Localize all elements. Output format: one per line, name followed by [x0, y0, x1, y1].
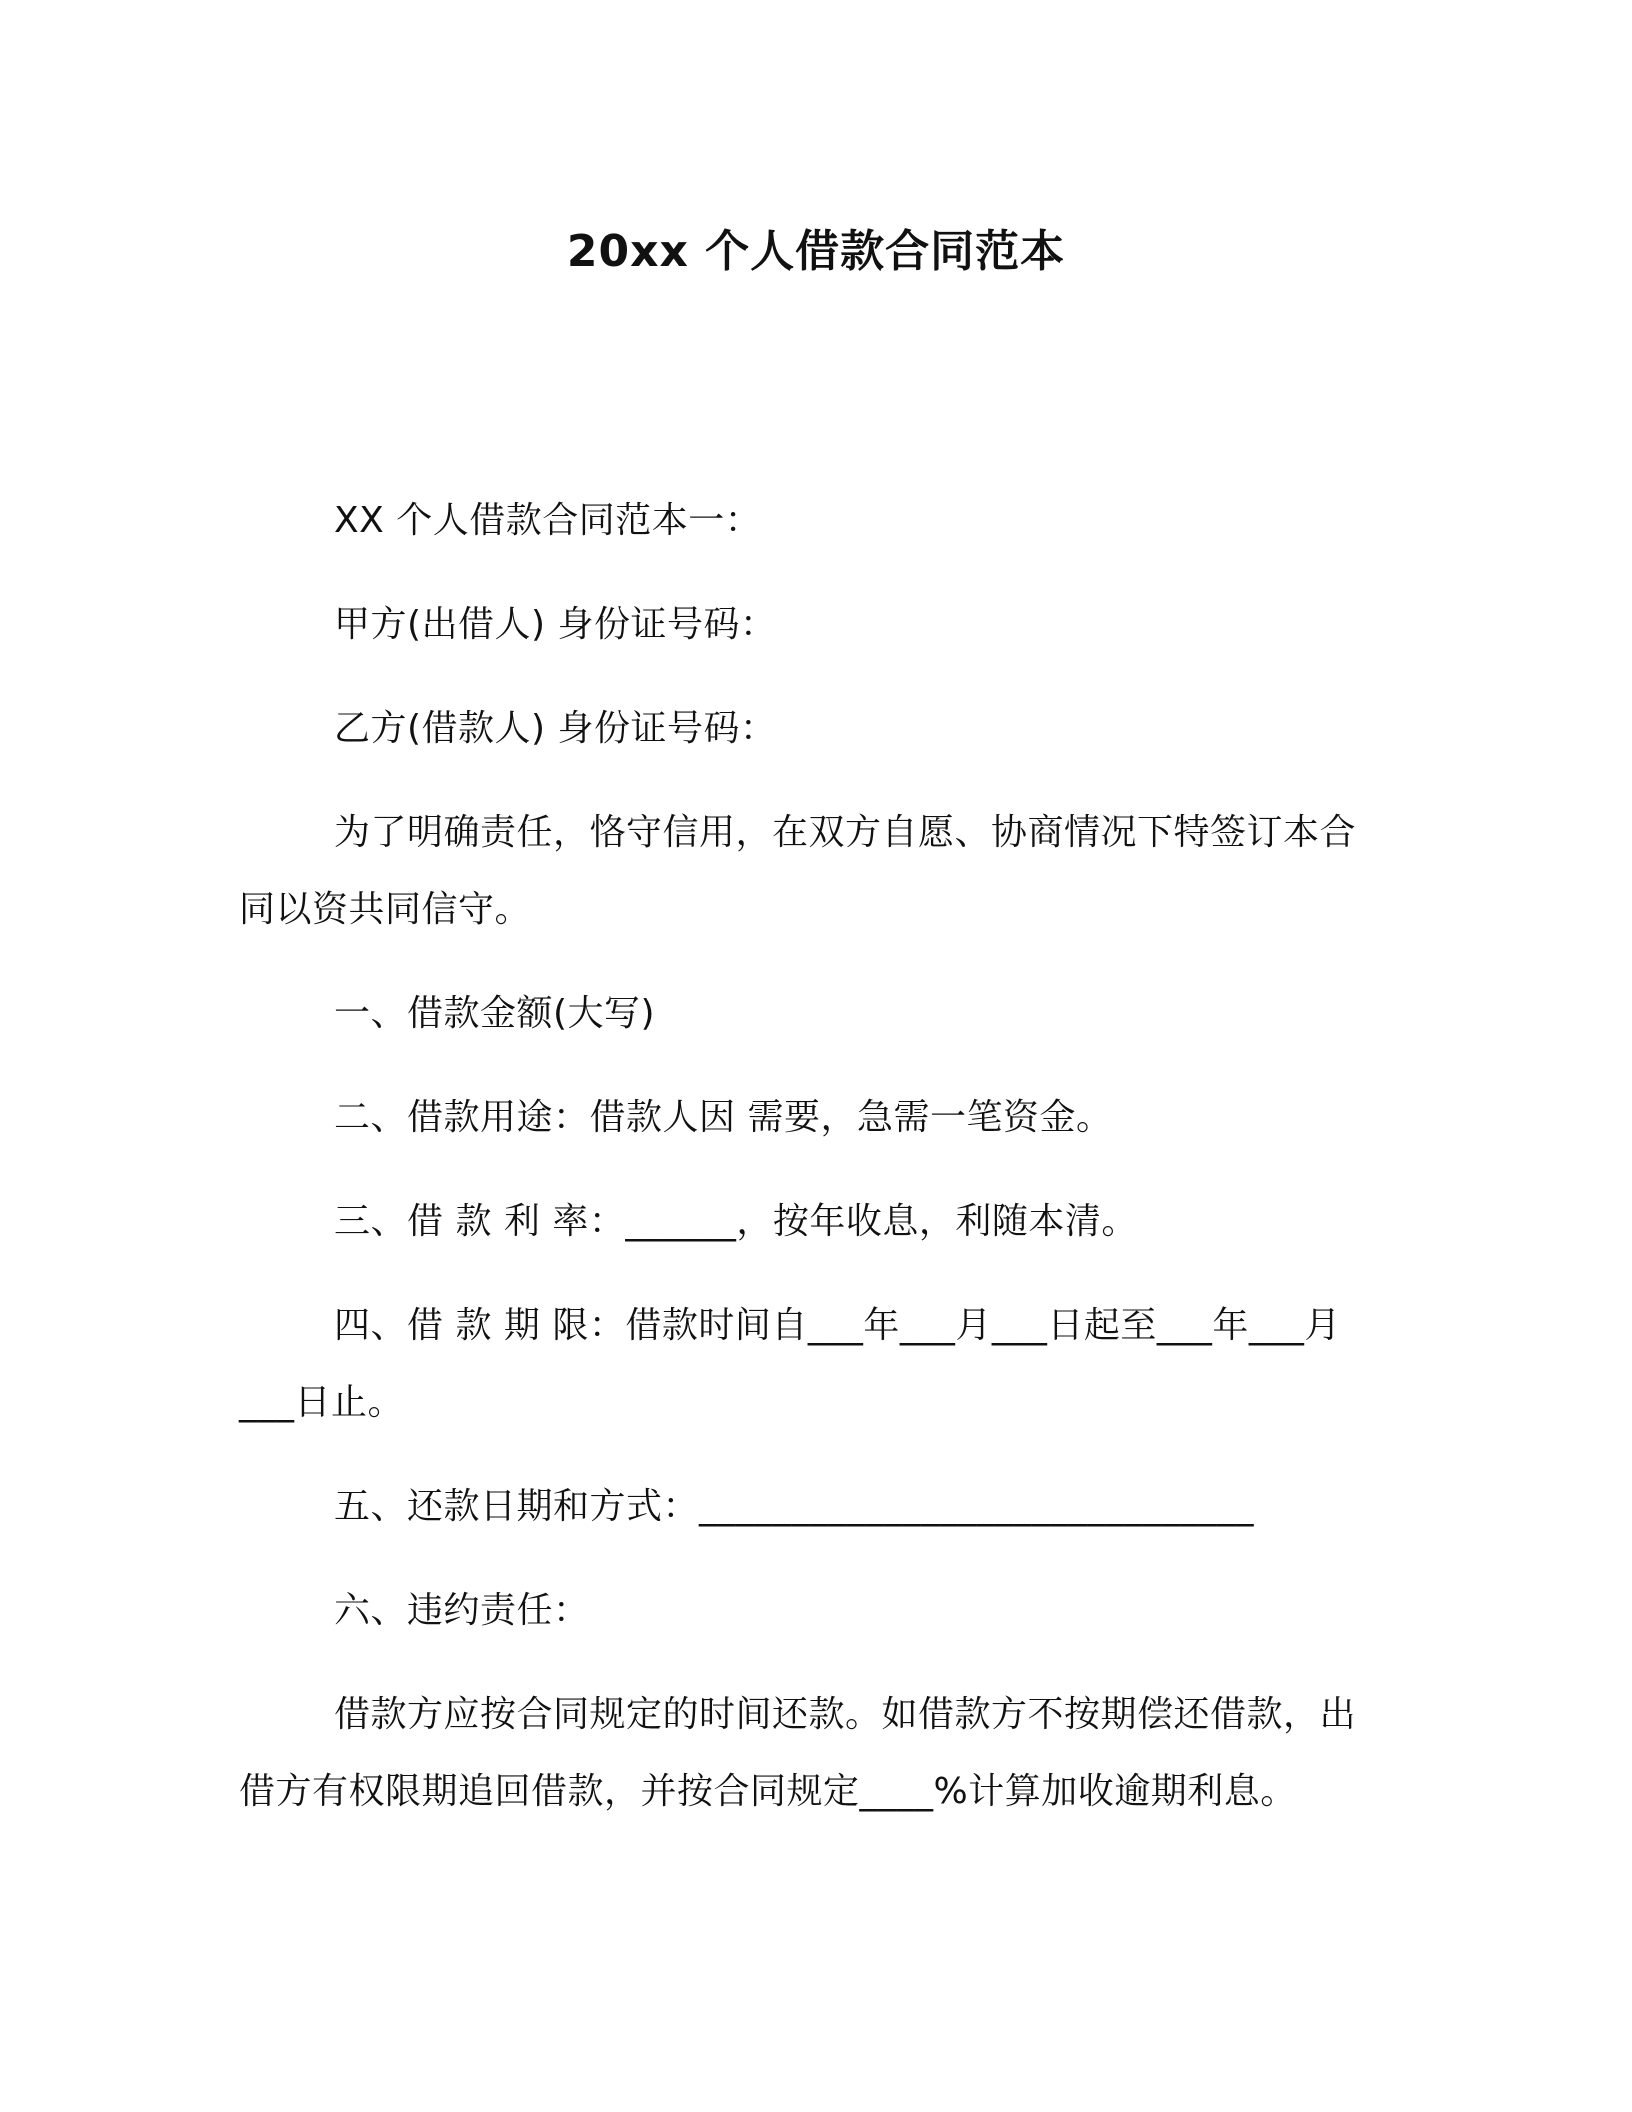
contract-heading: XX 个人借款合同范本一：: [334, 500, 762, 541]
lender-id-line: 甲方(出借人) 身份证号码：: [334, 604, 777, 645]
clause-loan-amount: 一、借款金额(大写): [334, 993, 656, 1034]
document-body: [239, 482, 1371, 1857]
clause-breach-text: 借款方应按合同规定的时间还款。如借款方不按期偿还借款，出借方有权限期追回借款，并按合同规定____%计算加收逾期利息。: [239, 1694, 1357, 1812]
clause-loan-purpose: 二、借款用途：借款人因 需要，急需一笔资金。: [334, 1097, 1113, 1138]
borrower-id-line: 乙方(借款人) 身份证号码：: [334, 708, 777, 749]
preamble-paragraph: 为了明确责任，恪守信用，在双方自愿、协商情况下特签订本合同以资共同信守。: [239, 812, 1357, 930]
clause-breach-heading: 六、违约责任：: [334, 1590, 590, 1631]
document-title: 20xx 个人借款合同范本: [566, 226, 1066, 277]
clause-repayment: 五、还款日期和方式：______________________________: [334, 1486, 1255, 1527]
clause-loan-term: 四、借 款 期 限：借款时间自___年___月___日起至___年___月___日止。: [239, 1305, 1341, 1423]
clause-interest-rate: 三、借 款 利 率：______，按年收息，利随本清。: [334, 1201, 1138, 1242]
